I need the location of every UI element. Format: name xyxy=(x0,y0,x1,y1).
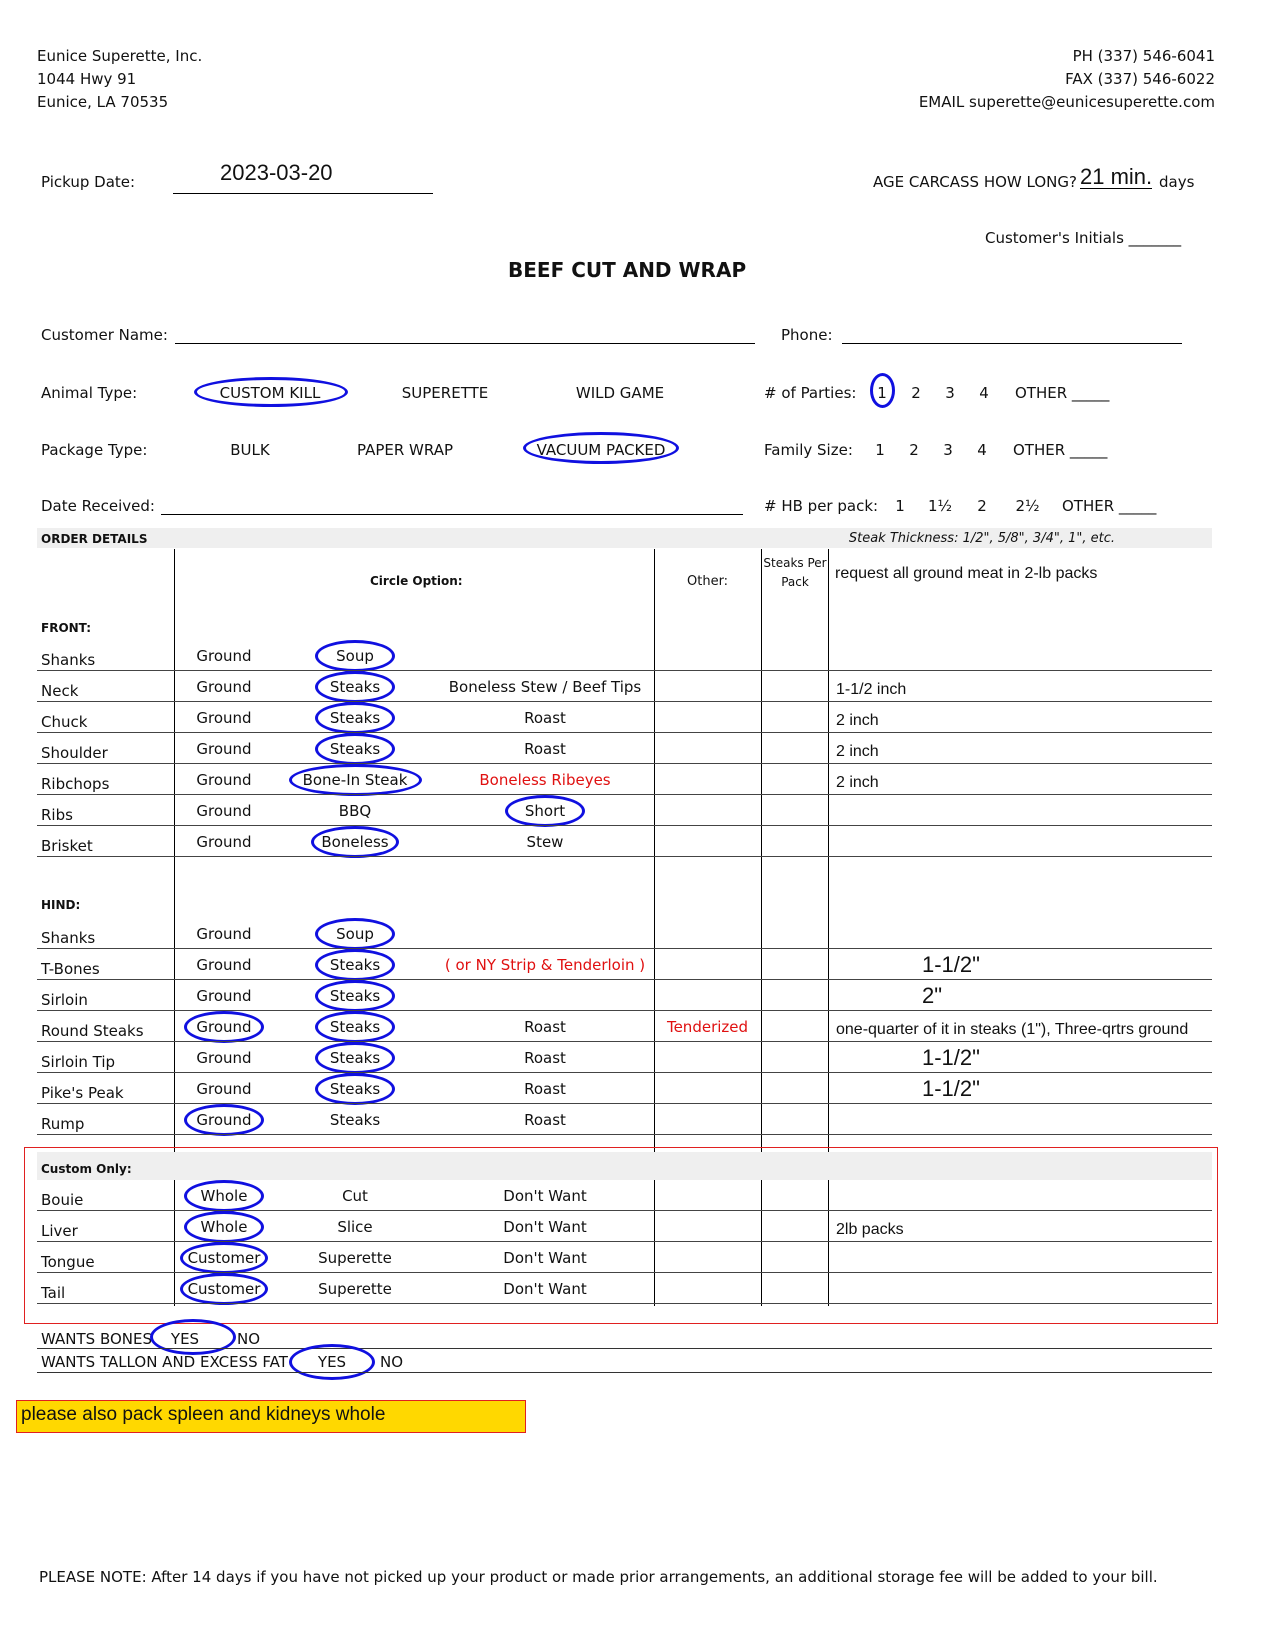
age-carcass-value[interactable]: 21 min. xyxy=(1080,164,1153,189)
option-c3[interactable]: ( or NY Strip & Tenderloin ) xyxy=(444,956,646,974)
form-title: BEEF CUT AND WRAP xyxy=(508,258,747,282)
selection-circle xyxy=(315,702,395,734)
selection-circle xyxy=(184,1180,264,1212)
row-label: Pike's Peak xyxy=(41,1084,124,1102)
option-c3[interactable]: Roast xyxy=(524,1018,566,1036)
company-email: EMAIL superette@eunicesuperette.com xyxy=(918,93,1215,111)
option-c2[interactable]: Steaks xyxy=(329,956,381,974)
customer-name-label: Customer Name: xyxy=(41,326,168,344)
option-c2[interactable]: Steaks xyxy=(329,1049,381,1067)
row-label: Liver xyxy=(41,1222,78,1240)
option-c1[interactable]: Ground xyxy=(196,678,252,696)
selection-circle xyxy=(870,373,895,408)
wants-tallow-no[interactable]: NO xyxy=(380,1353,404,1371)
selection-circle xyxy=(180,1273,268,1305)
animal-type-custom-kill[interactable]: CUSTOM KILL xyxy=(219,384,321,402)
selection-circle xyxy=(315,949,395,981)
selection-circle xyxy=(180,1242,268,1274)
steaks-note[interactable]: one-quarter of it in steaks (1"), Three-qrtrs ground xyxy=(836,1021,1189,1038)
option-c1[interactable]: Whole xyxy=(200,1187,248,1205)
steaks-note[interactable]: 1-1/2" xyxy=(922,952,980,977)
row-label: Ribs xyxy=(41,806,73,824)
option-c3[interactable]: Don't Want xyxy=(503,1187,587,1205)
selection-circle xyxy=(315,1042,395,1074)
row-line xyxy=(37,794,1212,795)
animal-type-wild-game[interactable]: WILD GAME xyxy=(575,384,665,402)
option-c2[interactable]: Slice xyxy=(337,1218,373,1236)
option-c1[interactable]: Ground xyxy=(196,987,252,1005)
hb-per-pack-label: # HB per pack: xyxy=(764,497,879,515)
row-label: Tail xyxy=(41,1284,66,1302)
company-address-line2: Eunice, LA 70535 xyxy=(37,93,169,111)
steaks-per-pack-header-line1: Steaks Per xyxy=(763,556,827,570)
customer-initials-label: Customer's Initials _______ xyxy=(985,229,1182,247)
option-c1[interactable]: Ground xyxy=(196,925,252,943)
storage-fee-note: PLEASE NOTE: After 14 days if you have not picked up your product or made prior arrangements, an additional storage fee will be added to your bill. xyxy=(39,1568,1158,1586)
row-label: T-Bones xyxy=(41,960,100,978)
extra-note[interactable]: please also pack spleen and kidneys whole xyxy=(16,1400,526,1433)
row-label: Brisket xyxy=(41,837,93,855)
option-c1[interactable]: Ground xyxy=(196,1049,252,1067)
ground-meat-note[interactable]: request all ground meat in 2-lb packs xyxy=(835,565,1098,582)
age-carcass-unit: days xyxy=(1159,173,1195,191)
company-fax: FAX (337) 546-6022 xyxy=(1065,70,1215,88)
custom-only-band xyxy=(37,1152,1212,1180)
order-details-label: ORDER DETAILS xyxy=(41,532,148,546)
row-label: Ribchops xyxy=(41,775,110,793)
row-line xyxy=(37,701,1212,702)
row-label: Chuck xyxy=(41,713,88,731)
wants-bones-yes[interactable]: YES xyxy=(170,1330,200,1348)
parties-option-4[interactable]: 4 xyxy=(979,384,989,402)
wants-bones-label: WANTS BONES xyxy=(41,1330,152,1348)
option-c1[interactable]: Customer xyxy=(187,1249,261,1267)
company-phone: PH (337) 546-6041 xyxy=(1072,47,1215,65)
hb-option-other[interactable]: OTHER _____ xyxy=(1062,497,1157,515)
option-c1[interactable]: Ground xyxy=(196,1018,252,1036)
option-c3[interactable]: Boneless Stew / Beef Tips xyxy=(448,678,642,696)
company-address-line1: 1044 Hwy 91 xyxy=(37,70,137,88)
row-line xyxy=(37,732,1212,733)
option-c1[interactable]: Ground xyxy=(196,956,252,974)
option-c2[interactable]: Steaks xyxy=(329,1018,381,1036)
row-line xyxy=(37,670,1212,671)
customer-name-field[interactable] xyxy=(175,343,755,344)
age-carcass-label: AGE CARCASS HOW LONG? xyxy=(873,173,1077,191)
row-line xyxy=(37,1041,1212,1042)
option-c1[interactable]: Ground xyxy=(196,771,252,789)
selection-circle xyxy=(289,764,422,796)
family-size-label: Family Size: xyxy=(764,441,853,459)
option-c1[interactable]: Whole xyxy=(200,1218,248,1236)
steaks-note[interactable]: 2 inch xyxy=(836,743,879,760)
row-label: Tongue xyxy=(41,1253,95,1271)
date-received-label: Date Received: xyxy=(41,497,155,515)
row-line xyxy=(37,1303,1212,1304)
date-received-field[interactable] xyxy=(161,514,743,515)
option-c2[interactable]: Soup xyxy=(336,925,374,943)
wants-tallow-label: WANTS TALLON AND EXCESS FAT xyxy=(41,1353,288,1371)
option-c2[interactable]: Steaks xyxy=(329,1111,381,1129)
selection-circle xyxy=(315,733,395,765)
selection-circle xyxy=(315,1011,395,1043)
option-c2[interactable]: Steaks xyxy=(329,678,381,696)
selection-circle xyxy=(311,826,399,858)
row-line xyxy=(37,1134,1212,1135)
row-label: Bouie xyxy=(41,1191,84,1209)
row-line xyxy=(37,979,1212,980)
option-c2[interactable]: Superette xyxy=(318,1280,392,1298)
family-size-option-3[interactable]: 3 xyxy=(943,441,953,459)
selection-circle xyxy=(505,795,585,827)
phone-label: Phone: xyxy=(781,326,833,344)
family-size-option-2[interactable]: 2 xyxy=(909,441,919,459)
company-name: Eunice Superette, Inc. xyxy=(37,47,203,65)
option-c2[interactable]: Steaks xyxy=(329,709,381,727)
option-c1[interactable]: Ground xyxy=(196,1111,252,1129)
parties-option-1[interactable]: 1 xyxy=(877,384,887,402)
selection-circle xyxy=(315,640,395,672)
selection-circle xyxy=(315,980,395,1012)
hind-section-label: HIND: xyxy=(41,898,81,912)
hb-option-2[interactable]: 2 xyxy=(977,497,987,515)
steaks-per-pack-header-line2: Pack xyxy=(781,575,809,589)
option-c2[interactable]: Steaks xyxy=(329,987,381,1005)
package-type-paper-wrap[interactable]: PAPER WRAP xyxy=(356,441,453,459)
selection-circle xyxy=(523,432,679,464)
row-line xyxy=(37,763,1212,764)
parties-option-other[interactable]: OTHER _____ xyxy=(1015,384,1110,402)
option-c1[interactable]: Ground xyxy=(196,802,252,820)
steaks-note[interactable]: 2 inch xyxy=(836,712,879,729)
selection-circle xyxy=(150,1319,236,1355)
option-c2[interactable]: Steaks xyxy=(329,740,381,758)
row-label: Sirloin xyxy=(41,991,88,1009)
row-label: Sirloin Tip xyxy=(41,1053,116,1071)
row-label: Shanks xyxy=(41,651,96,669)
steaks-note[interactable]: 1-1/2" xyxy=(922,1076,980,1101)
steaks-note[interactable]: 2" xyxy=(922,983,943,1008)
selection-circle xyxy=(289,1344,375,1380)
option-c3[interactable]: Roast xyxy=(524,740,566,758)
hb-option-2-half[interactable]: 2½ xyxy=(1015,497,1040,515)
wants-bones-no[interactable]: NO xyxy=(237,1330,261,1348)
hb-option-1[interactable]: 1 xyxy=(895,497,905,515)
row-label: Rump xyxy=(41,1115,85,1133)
row-label: Round Steaks xyxy=(41,1022,144,1040)
package-type-vacuum-packed[interactable]: VACUUM PACKED xyxy=(536,441,666,459)
option-c1[interactable]: Ground xyxy=(196,647,252,665)
option-c1[interactable]: Ground xyxy=(196,1080,252,1098)
option-c3[interactable]: Roast xyxy=(524,1049,566,1067)
option-c2[interactable]: Soup xyxy=(336,647,374,665)
row-line xyxy=(37,1072,1212,1073)
steaks-note[interactable]: 1-1/2" xyxy=(922,1045,980,1070)
option-c2[interactable]: BBQ xyxy=(338,802,372,820)
selection-circle xyxy=(315,918,395,950)
row-label: Neck xyxy=(41,682,79,700)
other-value[interactable]: Tenderized xyxy=(666,1018,749,1036)
family-size-option-1[interactable]: 1 xyxy=(875,441,885,459)
steaks-note[interactable]: 1-1/2 inch xyxy=(836,681,907,698)
row-line xyxy=(37,856,1212,857)
pickup-date-label: Pickup Date: xyxy=(41,173,136,191)
row-line xyxy=(37,948,1212,949)
row-label: Shanks xyxy=(41,929,96,947)
option-c3[interactable]: Roast xyxy=(524,1111,566,1129)
row-line xyxy=(37,1348,1212,1349)
option-c2[interactable]: Boneless xyxy=(321,833,389,851)
animal-type-superette[interactable]: SUPERETTE xyxy=(401,384,489,402)
phone-field[interactable] xyxy=(842,343,1182,344)
animal-type-label: Animal Type: xyxy=(41,384,138,402)
selection-circle xyxy=(315,1073,395,1105)
family-size-option-4[interactable]: 4 xyxy=(977,441,987,459)
option-c1[interactable]: Ground xyxy=(196,709,252,727)
option-c1[interactable]: Ground xyxy=(196,833,252,851)
selection-circle xyxy=(184,1211,264,1243)
option-c1[interactable]: Ground xyxy=(196,740,252,758)
option-c3[interactable]: Don't Want xyxy=(503,1280,587,1298)
wants-tallow-yes[interactable]: YES xyxy=(317,1353,347,1371)
option-c3[interactable]: Boneless Ribeyes xyxy=(479,771,611,789)
row-line xyxy=(37,825,1212,826)
steaks-note[interactable]: 2lb packs xyxy=(836,1221,904,1238)
selection-circle xyxy=(315,671,395,703)
circle-option-header: Circle Option: xyxy=(370,574,463,588)
pickup-date-value[interactable]: 2023-03-20 xyxy=(220,160,333,185)
option-c3[interactable]: Roast xyxy=(524,1080,566,1098)
option-c3[interactable]: Roast xyxy=(524,709,566,727)
row-line xyxy=(37,1372,1212,1373)
option-c2[interactable]: Bone-In Steak xyxy=(302,771,408,789)
option-c3[interactable]: Don't Want xyxy=(503,1249,587,1267)
steaks-note[interactable]: 2 inch xyxy=(836,774,879,791)
custom-only-label: Custom Only: xyxy=(41,1162,132,1176)
family-size-option-other[interactable]: OTHER _____ xyxy=(1013,441,1108,459)
parties-option-3[interactable]: 3 xyxy=(945,384,955,402)
pickup-date-underline xyxy=(173,193,433,194)
front-section-label: FRONT: xyxy=(41,621,92,635)
option-c2[interactable]: Superette xyxy=(318,1249,392,1267)
selection-circle xyxy=(184,1104,264,1136)
selection-circle xyxy=(194,377,348,407)
option-c3[interactable]: Short xyxy=(524,802,566,820)
option-c3[interactable]: Stew xyxy=(526,833,564,851)
steak-thickness-note: Steak Thickness: 1/2", 5/8", 3/4", 1", etc. xyxy=(848,531,1115,546)
selection-circle xyxy=(184,1011,264,1043)
hb-option-1-half[interactable]: 1½ xyxy=(927,497,953,515)
package-type-bulk[interactable]: BULK xyxy=(230,441,270,459)
option-c2[interactable]: Cut xyxy=(342,1187,368,1205)
option-c2[interactable]: Steaks xyxy=(329,1080,381,1098)
option-c1[interactable]: Customer xyxy=(187,1280,261,1298)
parties-option-2[interactable]: 2 xyxy=(911,384,921,402)
parties-label: # of Parties: xyxy=(764,384,857,402)
option-c3[interactable]: Don't Want xyxy=(503,1218,587,1236)
row-label: Shoulder xyxy=(41,744,108,762)
other-header: Other: xyxy=(687,574,729,589)
package-type-label: Package Type: xyxy=(41,441,148,459)
